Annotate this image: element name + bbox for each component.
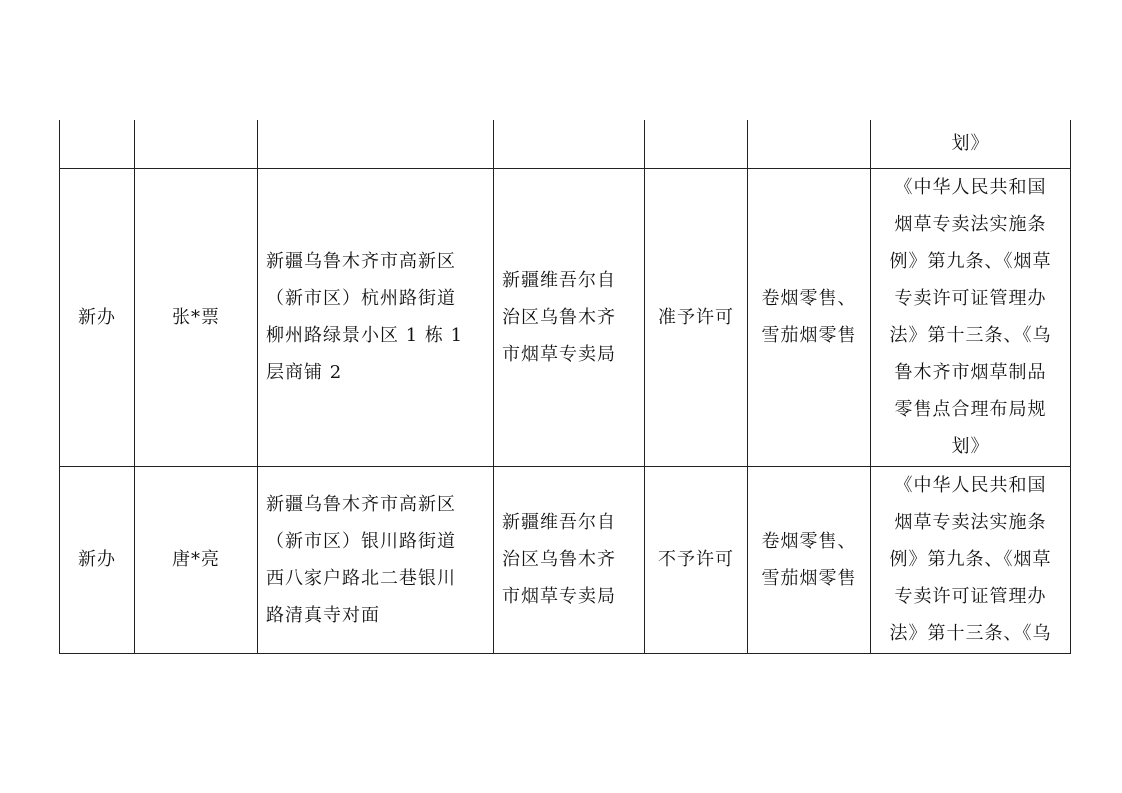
authority-line: 治区乌鲁木齐	[502, 306, 616, 328]
legal-basis-line: 法》第十三条、《乌	[889, 623, 1052, 644]
address-line: 新疆乌鲁木齐市高新区	[266, 493, 456, 515]
legal-basis-line: 例》第九条、《烟草	[889, 251, 1052, 272]
authority-line: 新疆维吾尔自	[502, 269, 616, 291]
authority-cell	[494, 466, 645, 653]
table-row	[60, 466, 1071, 653]
row-type-cell	[60, 120, 135, 168]
scope-cell	[748, 466, 871, 653]
legal-basis-line: 《中华人民共和国	[894, 177, 1047, 198]
decision-value: 准予许可	[658, 306, 734, 328]
scope-cell	[748, 120, 871, 168]
address-line: 西八家户路北二巷银川	[266, 567, 456, 589]
authority-line: 治区乌鲁木齐	[502, 549, 616, 570]
table-row	[60, 120, 1071, 168]
address-line: （新市区）杭州路街道	[266, 288, 456, 309]
legal-basis-cell	[871, 466, 1071, 653]
scope-line: 卷烟零售、	[761, 288, 857, 309]
address-line: 新疆乌鲁木齐市高新区	[266, 251, 456, 272]
applicant-name: 张*票	[172, 306, 220, 328]
application-type: 新办	[78, 306, 116, 328]
address-cell	[258, 168, 494, 466]
decision-cell	[645, 466, 748, 653]
address-line: 层商铺 2	[266, 362, 343, 383]
scope-line: 卷烟零售、	[761, 530, 857, 552]
application-type: 新办	[78, 549, 116, 570]
address-line: 路清真寺对面	[266, 604, 380, 626]
scope-cell	[748, 168, 871, 466]
legal-basis-line: 《中华人民共和国	[894, 475, 1047, 496]
applicant-name-cell	[135, 168, 258, 466]
legal-basis-cell	[871, 168, 1071, 466]
address-line: （新市区）银川路街道	[266, 530, 456, 552]
authority-cell	[494, 120, 645, 168]
authority-line: 市烟草专卖局	[502, 343, 616, 365]
decision-cell	[645, 120, 748, 168]
address-cell	[258, 466, 494, 653]
table-row	[60, 168, 1071, 466]
decision-value: 不予许可	[658, 549, 734, 570]
scope-line: 雪茄烟零售	[761, 325, 857, 346]
legal-basis-line: 零售点合理布局规	[894, 399, 1047, 420]
license-decision-table	[59, 120, 1071, 654]
authority-cell	[494, 168, 645, 466]
authority-line: 市烟草专卖局	[502, 586, 616, 607]
address-line: 柳州路绿景小区 1 栋 1	[266, 325, 464, 346]
legal-basis-line: 划》	[951, 436, 990, 457]
applicant-name-cell	[135, 466, 258, 653]
applicant-name-cell	[135, 120, 258, 168]
row-type-cell	[60, 168, 135, 466]
legal-basis-line: 划》	[951, 133, 990, 155]
row-type-cell	[60, 466, 135, 653]
legal-basis-line: 鲁木齐市烟草制品	[894, 362, 1047, 383]
address-cell	[258, 120, 494, 168]
applicant-name: 唐*亮	[172, 549, 220, 570]
legal-basis-line: 烟草专卖法实施条	[894, 512, 1047, 533]
authority-line: 新疆维吾尔自	[502, 512, 616, 533]
legal-basis-line: 专卖许可证管理办	[894, 288, 1047, 309]
decision-cell	[645, 168, 748, 466]
legal-basis-line: 法》第十三条、《乌	[889, 325, 1052, 346]
legal-basis-cell	[871, 120, 1071, 168]
legal-basis-line: 烟草专卖法实施条	[894, 214, 1047, 235]
scope-line: 雪茄烟零售	[761, 567, 857, 589]
legal-basis-line: 专卖许可证管理办	[894, 586, 1047, 607]
legal-basis-line: 例》第九条、《烟草	[889, 549, 1052, 570]
